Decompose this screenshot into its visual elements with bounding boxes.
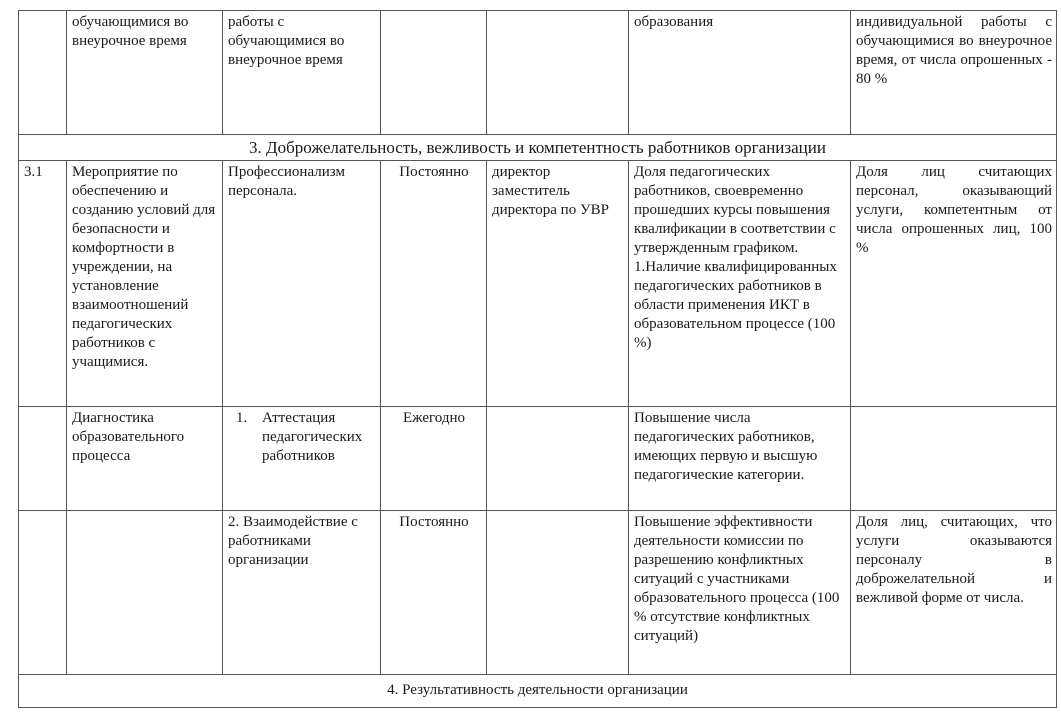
cell-num (19, 511, 67, 675)
cell-subject: 2. Взаимодействие с работниками организации (223, 511, 381, 675)
section-row (19, 675, 1057, 708)
cell-measure: обучающимися во внеурочное время (67, 11, 223, 135)
cell-num: 3.1 (19, 161, 67, 407)
list-item (228, 409, 376, 466)
cell-num (19, 11, 67, 135)
cell-responsible: директор заместитель директора по УВР (487, 161, 629, 407)
table-row (19, 511, 1057, 675)
cell-responsible (487, 11, 629, 135)
list-item-number: 1. (236, 410, 248, 426)
cell-responsible (487, 407, 629, 511)
cell-result: Повышение числа педагогических работников, имеющих первую и высшую педагогические категории. (629, 407, 851, 511)
cell-indicator: Доля лиц, считающих, что услуги оказываются персоналу в доброжелательной и вежливой форме от числа. (851, 511, 1057, 675)
cell-term: Постоянно (381, 511, 487, 675)
list-item-text: Аттестация педагогических работников (262, 410, 363, 464)
plan-table (18, 10, 1057, 708)
cell-responsible (487, 511, 629, 675)
table-row (19, 407, 1057, 511)
section-row (19, 135, 1057, 161)
cell-term: Ежегодно (381, 407, 487, 511)
cell-indicator: Доля лиц считающих персонал, оказывающий услуги, компетентным от числа опрошенных лиц, 100 % (851, 161, 1057, 407)
cell-measure: Диагностика образовательного процесса (67, 407, 223, 511)
cell-indicator: индивидуальной работы с обучающимися во внеурочное время, от числа опрошенных - 80 % (851, 11, 1057, 135)
cell-result: Доля педагогических работников, своевременно прошедших курсы повышения квалификации в соответствии с утвержденным графиком. 1.Наличие квалифицированных педагогических работников в области применения ИКТ в образовательном процессе (100 %) (629, 161, 851, 407)
cell-subject: Профессионализм персонала. (223, 161, 381, 407)
table-row (19, 161, 1057, 407)
cell-subject (223, 407, 381, 511)
cell-measure (67, 511, 223, 675)
cell-subject: работы с обучающимися во внеурочное время (223, 11, 381, 135)
cell-num (19, 407, 67, 511)
cell-term (381, 11, 487, 135)
table-row (19, 11, 1057, 135)
section-title: 3. Доброжелательность, вежливость и компетентность работников организации (19, 135, 1057, 161)
cell-result: Повышение эффективности деятельности комиссии по разрешению конфликтных ситуаций с участниками образовательного процесса (100 % отсутствие конфликтных ситуаций) (629, 511, 851, 675)
cell-measure: Мероприятие по обеспечению и созданию условий для безопасности и комфортности в учреждении, на установление взаимоотношений педагогических работников с учащимися. (67, 161, 223, 407)
section-title: 4. Результативность деятельности организации (19, 675, 1057, 708)
cell-indicator (851, 407, 1057, 511)
cell-result: образования (629, 11, 851, 135)
cell-term: Постоянно (381, 161, 487, 407)
